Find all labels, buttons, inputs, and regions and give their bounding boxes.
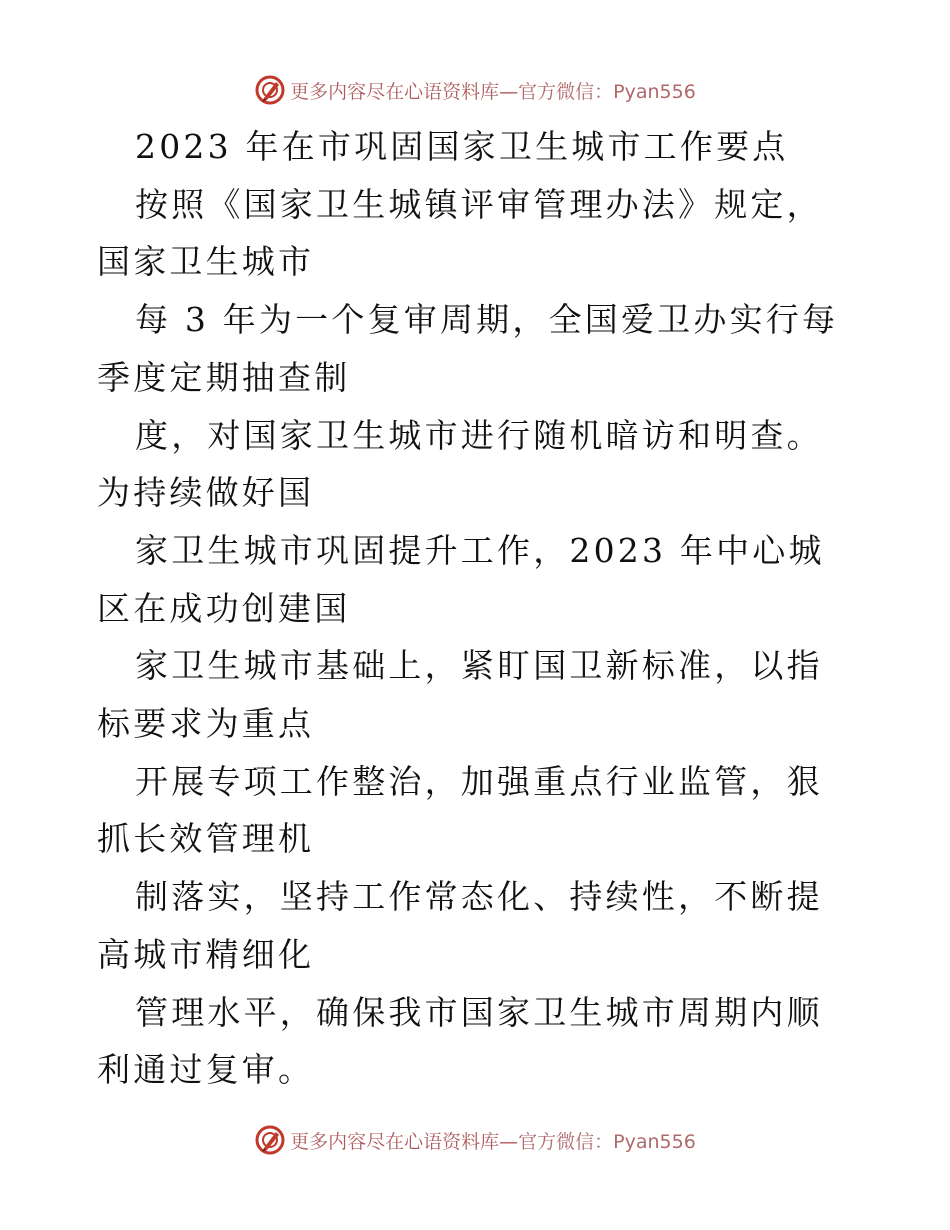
paragraph: 度，对国家卫生城市进行随机暗访和明查。为持续做好国 [97,415,823,513]
paragraph: 家卫生城市巩固提升工作，2023 年中心城区在成功创建国 [97,530,825,628]
paragraph: 开展专项工作整治，加强重点行业监管，狠抓长效管理机 [97,761,823,859]
paragraph: 管理水平，确保我市国家卫生城市周期内顺利通过复审。 [97,992,823,1090]
paragraph: 家卫生城市基础上，紧盯国卫新标准，以指标要求为重点 [97,646,823,744]
banner-text: 更多内容尽在心语资料库—官方微信：Pyan556 [290,1130,696,1153]
paragraph: 按照《国家卫生城镇评审管理办法》规定，国家卫生城市 [97,184,823,282]
pen-logo-icon [254,74,286,106]
footer-banner [0,1120,950,1160]
document-title: 2023 年在市巩固国家卫生城市工作要点 [135,127,789,166]
document-body [97,118,853,1099]
banner-text: 更多内容尽在心语资料库—官方微信：Pyan556 [290,80,696,103]
header-banner [0,70,950,110]
paragraph: 制落实，坚持工作常态化、持续性，不断提高城市精细化 [97,877,823,974]
paragraph: 每 3 年为一个复审周期，全国爱卫办实行每季度定期抽查制 [97,300,839,397]
pen-logo-icon [254,1124,286,1156]
